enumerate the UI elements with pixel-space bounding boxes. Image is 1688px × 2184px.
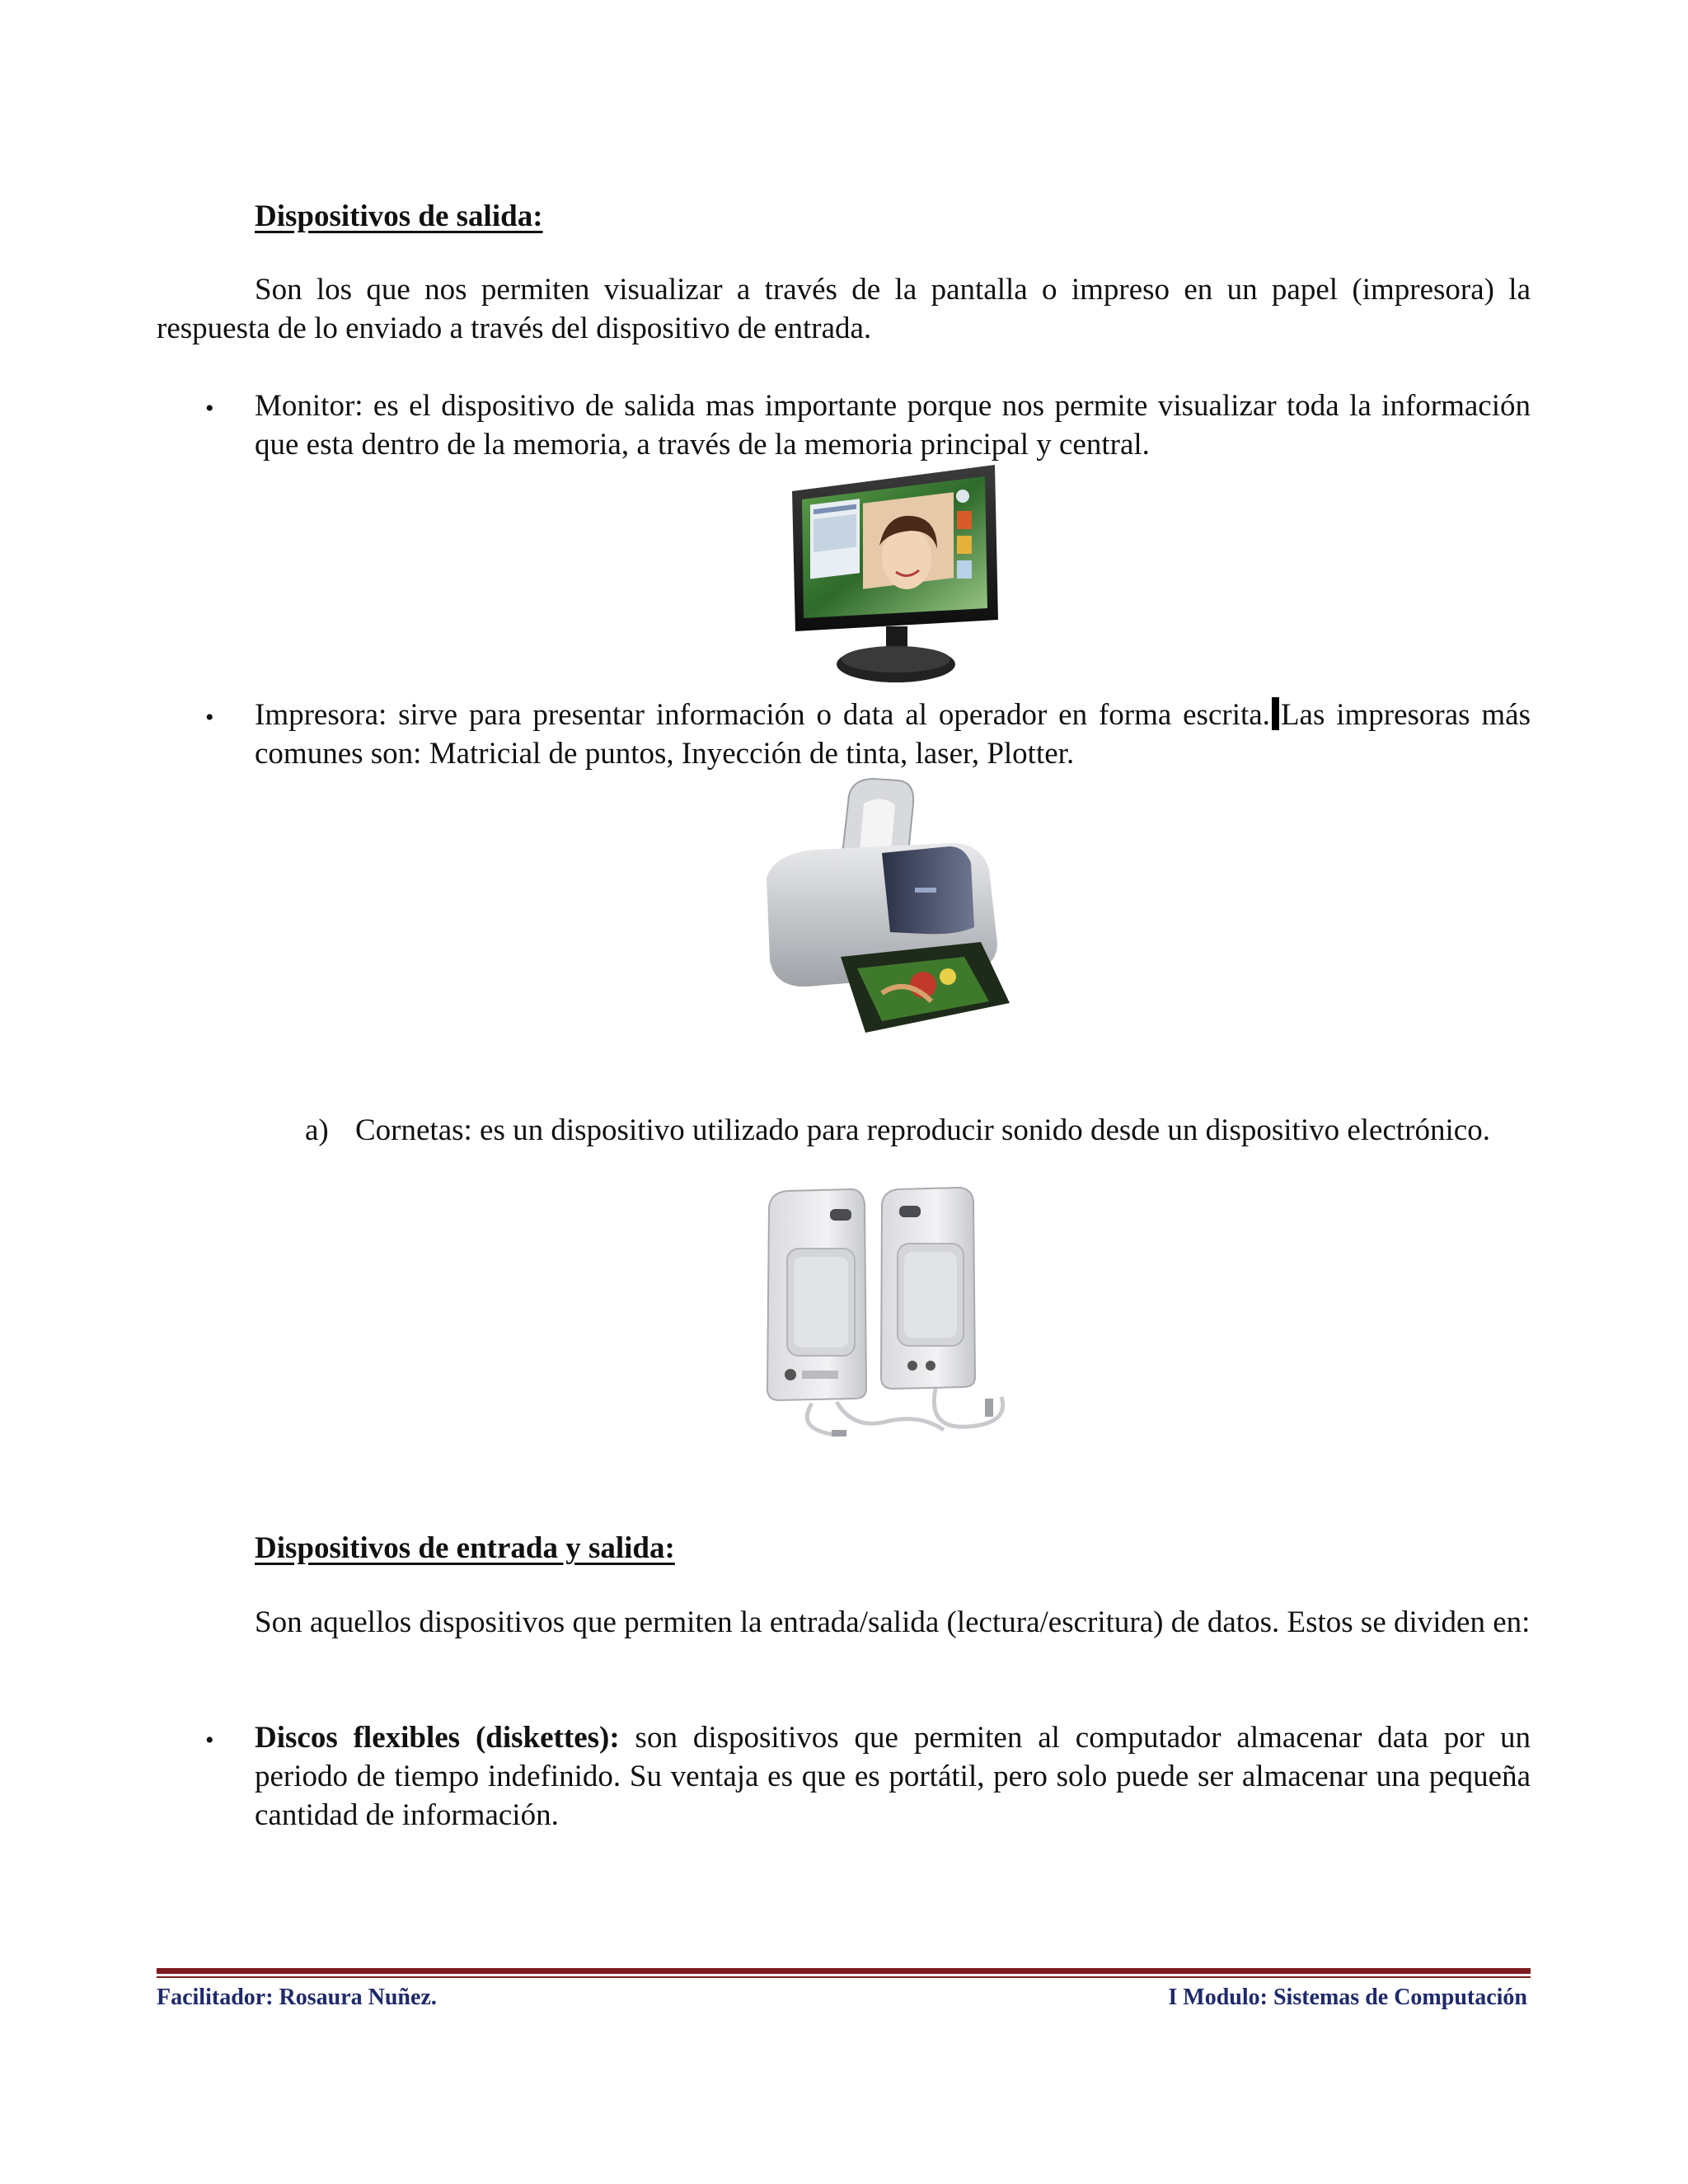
footer-module: I Modulo: Sistemas de Computación	[1168, 1985, 1527, 2010]
footer-rule	[157, 1968, 1531, 1974]
bullet-marker: •	[205, 1727, 214, 1754]
printer-bullet	[255, 696, 1531, 773]
section-heading-io: Dispositivos de entrada y salida:	[255, 1531, 675, 1565]
monitor-image	[787, 463, 1001, 692]
diskettes-term: Discos flexibles (diskettes):	[255, 1721, 620, 1755]
speakers-item: Cornetas: es un dispositivo utilizado para reproducir sonido desde un dispositivo electrónico.	[355, 1113, 1490, 1147]
speakers-image	[762, 1183, 1018, 1446]
footer-facilitator: Facilitador: Rosaura Nuñez.	[157, 1985, 437, 2010]
diskettes-description: son dispositivos que permiten al computador almacenar data por un periodo de tiempo indefinido. Su ventaja es que es portátil, pero solo puede ser almacenar una pequeña cantidad de información.	[255, 1721, 1531, 1832]
bullet-marker: •	[205, 395, 214, 422]
monitor-bullet: Monitor: es el dispositivo de salida mas importante porque nos permite visualizar toda la información que esta dentro de la memoria, a través de la memoria principal y central.	[255, 389, 1531, 462]
diskettes-bullet	[255, 1718, 1531, 1835]
printer-image	[758, 771, 1030, 1043]
printer-text-part1: Impresora: sirve para presentar información o data al operador en forma escrita.	[255, 698, 1270, 732]
text-cursor-mark	[1272, 697, 1279, 730]
output-intro-paragraph: Son los que nos permiten visualizar a través de la pantalla o impreso en un papel (impresora) la respuesta de lo enviado a través del dispositivo de entrada.	[157, 273, 1531, 345]
printer-text-part2: Las impresoras más comunes son: Matricial de puntos, Inyección de tinta, laser, Plotter.	[255, 698, 1531, 771]
bullet-marker: •	[205, 704, 214, 731]
section-heading-output: Dispositivos de salida:	[255, 199, 543, 233]
footer-rule-thin	[157, 1976, 1531, 1978]
io-intro-paragraph: Son aquellos dispositivos que permiten la entrada/salida (lectura/escritura) de datos. Estos se dividen en:	[255, 1605, 1531, 1639]
list-marker-a: a)	[305, 1113, 329, 1147]
